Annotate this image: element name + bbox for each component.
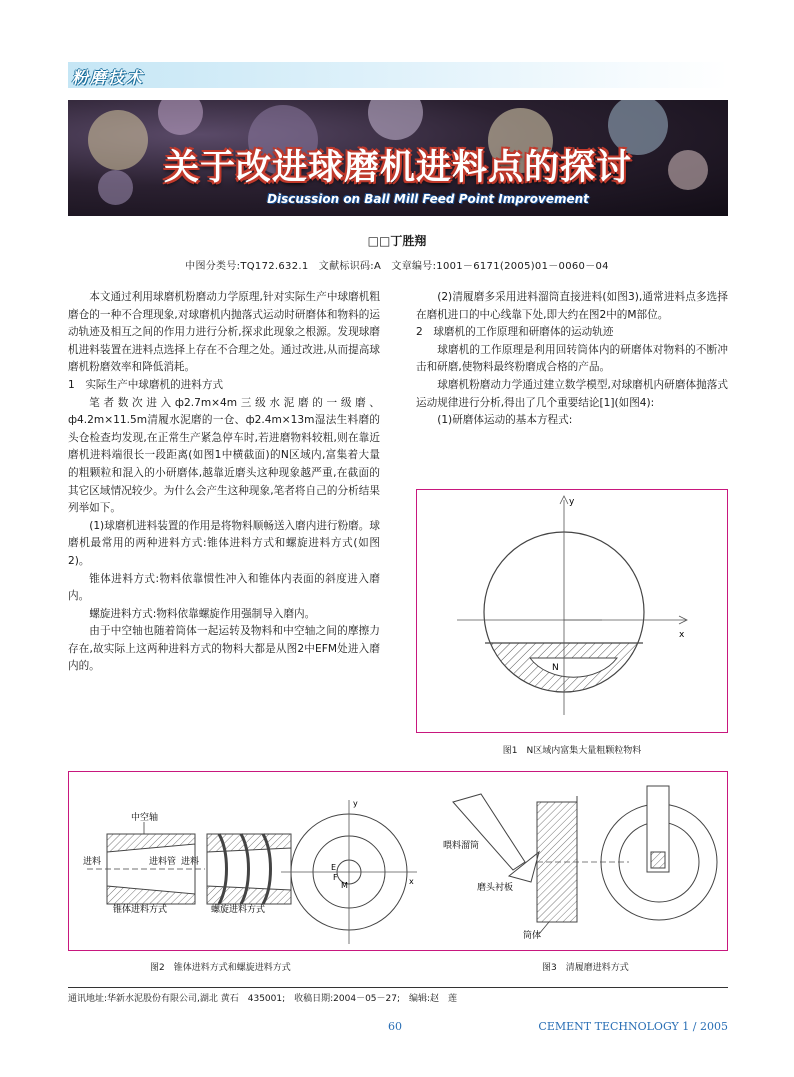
section-heading: 2 球磨机的工作原理和研磨体的运动轨迹 [416, 326, 614, 339]
body-paragraph: 球磨机粉磨动力学通过建立数学模型,对球磨机内研磨体抛落式运动规律进行分析,得出了几个重要结论[1](如图4): [416, 378, 728, 409]
fig1-x-label: x [679, 630, 685, 640]
article-title-en: Discussion on Ball Mill Feed Point Improvement [267, 192, 589, 206]
title-banner [68, 100, 728, 216]
section-tag-label: 粉磨技术 [72, 68, 145, 87]
body-paragraph: (1)研磨体运动的基本方程式: [437, 414, 573, 427]
figure-1-caption: 图1 N区域内富集大量粗颗粒物料 [502, 746, 642, 756]
figure-3-caption: 图3 清履磨进料方式 [542, 963, 629, 973]
figure-1-drawing [417, 490, 727, 732]
bokeh-light [158, 100, 203, 135]
body-paragraph: 由于中空轴也随着筒体一起运转及物料和中空轴之间的摩擦力存在,故实际上这两种进料方式的物料大都是从图2中EFM处进入磨内的。 [68, 625, 380, 673]
head-liner-label: 磨头衬板 [477, 883, 514, 893]
fig1-y-label: y [569, 497, 575, 507]
point-e-label: E [331, 863, 337, 872]
point-m-label: M [341, 881, 348, 890]
journal-footer: CEMENT TECHNOLOGY 1 / 2005 [538, 1020, 728, 1033]
feed-chute-label: 喂料溜筒 [443, 841, 480, 851]
fig3-chute-outlet [651, 852, 665, 868]
body-paragraph: 笔者数次进入ф2.7m×4m三级水泥磨的一级磨、ф4.2m×11.5m清履水泥磨的一仓、ф2.4m×13m湿法生料磨的头仓检查均发现,在正常生产紧急停车时,若进磨物料较粗,则在靠近磨机进料端很长一段距离(如图1中横截面)的N区域内,富集着大量的粗颗粒和混入的小研磨体,越靠近磨头这种现象越严重,在截面的其它区域情况较少。为什么会产生这种现象,笔者将自己的分析结果列举如下。 [68, 396, 380, 515]
figures-2-3 [68, 771, 728, 951]
feed-chute [453, 794, 525, 870]
body-paragraph: 锥体进料方式:物料依靠惯性冲入和锥体内表面的斜度进入磨内。 [68, 572, 380, 603]
section-tag [68, 62, 728, 88]
classification-line: 中图分类号:TQ172.632.1 文献标识码:A 文章编号:1001－6171(2005)01－0060－04 [185, 261, 609, 272]
body-paragraph: (1)球磨机进料装置的作用是将物料顺畅送入磨内进行粉磨。球磨机最常用的两种进料方式:锥体进料方式和螺旋进料方式(如图2)。 [68, 519, 380, 567]
shell-label: 筒体 [523, 931, 542, 941]
figures-2-3-drawing [69, 772, 727, 950]
bokeh-light [368, 100, 423, 140]
fig1-n-label: N [552, 663, 559, 673]
body-paragraph: 螺旋进料方式:物料依靠螺旋作用强制导入磨内。 [89, 607, 316, 620]
page-number: 60 [388, 1020, 402, 1033]
body-paragraph: 本文通过利用球磨机粉磨动力学原理,针对实际生产中球磨机粗磨仓的一种不合理现象,对球磨机内抛落式运动时研磨体和物料的运动轨迹及相互之间的作用力进行分析,探求此现象之根源。发现球磨机进料装置在进料点选择上存在不合理之处。通过改进,从而提高球磨机粉磨效率和降低消耗。 [68, 291, 380, 374]
spiral-caption: 螺旋进料方式 [211, 905, 266, 915]
footnote: 通讯地址:华新水泥股份有限公司,湖北 黄石 435001; 收稿日期:2004－05－27; 编辑:赵 莲 [68, 994, 458, 1004]
figure-2-caption: 图2 锥体进料方式和螺旋进料方式 [150, 963, 291, 973]
left-column [68, 289, 380, 676]
figure-1 [416, 489, 728, 733]
fig2-y-label: y [353, 799, 358, 808]
body-paragraph: 球磨机的工作原理是利用回转筒体内的研磨体对物料的不断冲击和研磨,使物料最终粉磨成合格的产品。 [416, 343, 728, 374]
cone-caption: 锥体进料方式 [113, 905, 168, 915]
fig2-x-label: x [409, 877, 414, 886]
article-title: 关于改进球磨机进料点的探讨 [163, 148, 632, 188]
feed-pipe-label: 进料管 [149, 857, 177, 867]
hollow-shaft-label: 中空轴 [131, 813, 159, 823]
body-paragraph: (2)清履磨多采用进料溜筒直接进料(如图3),通常进料点多选择在磨机进口的中心线靠下处,即大约在图2中的M部位。 [416, 291, 728, 321]
feed-label-c: 进料 [181, 857, 200, 867]
point-f-label: F [333, 873, 338, 882]
author-line: □□丁胜翔 [367, 234, 427, 248]
footnote-rule [68, 987, 728, 988]
right-column [416, 289, 728, 430]
feed-label-a: 进料 [83, 857, 102, 867]
section-heading: 1 实际生产中球磨机的进料方式 [68, 378, 224, 391]
